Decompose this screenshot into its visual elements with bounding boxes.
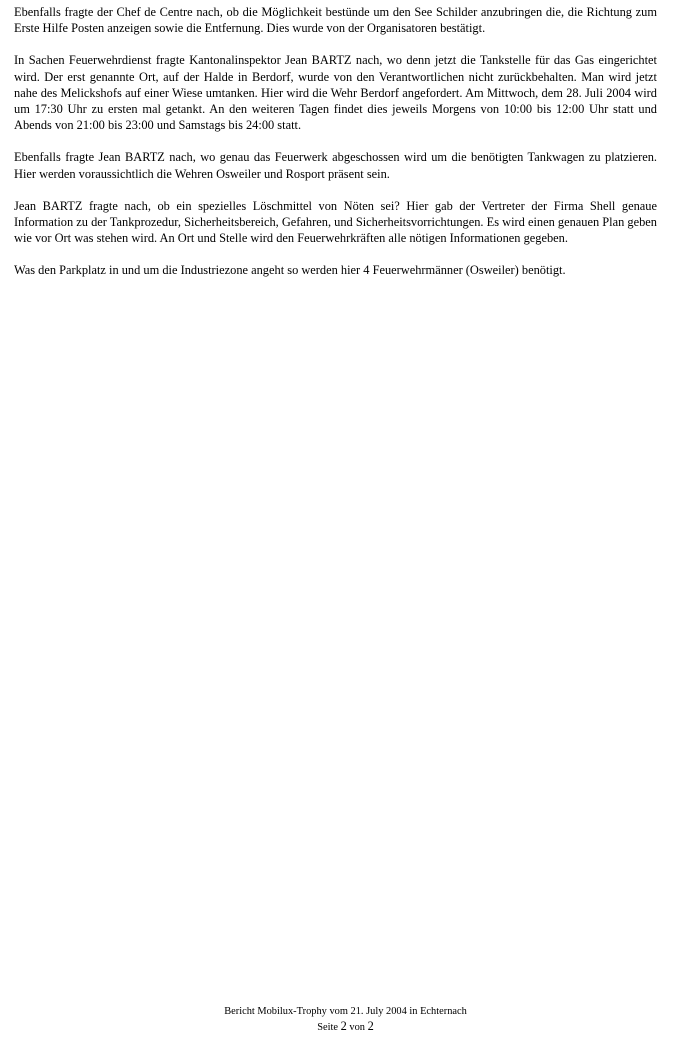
paragraph-feuerwehrdienst-tankstelle: In Sachen Feuerwehrdienst fragte Kantonalinspektor Jean BARTZ nach, wo denn jetzt die Tankstelle für das Gas eingerichtet wird. Der erst genannte Ort, auf der Halde in Berdorf, wurde von den Verantwortlichen nicht zurückbehalten. Man wird jetzt nahe des Melickshofs auf einer Wiese umtanken. Hier wird die Wehr Berdorf angefordert. Am Mittwoch, dem 28. Juli 2004 wird um 17:30 Uhr zu ersten mal getankt. An den weiteren Tagen findet dies jeweils Morgens von 10:00 bis 12:00 Uhr statt und Abends von 21:00 bis 23:00 und Samstags bis 24:00 statt. — [14, 53, 657, 133]
page-footer — [0, 1005, 691, 1035]
paragraph-parkplatz: Was den Parkplatz in und um die Industriezone angeht so werden hier 4 Feuerwehrmänner (Osweiler) benötigt. — [14, 263, 566, 278]
footer-page-current: 2 — [340, 1019, 347, 1033]
paragraph-loeschmittel: Jean BARTZ fragte nach, ob ein spezielles Löschmittel von Nöten sei? Hier gab der Vertreter der Firma Shell genaue Information zu der Tankprozedur, Sicherheitsbereich, Gefahren, und Sicherheitsvorrichtungen. Es wird einen genauen Plan geben wie vor Ort was stehen wird. An Ort und Stelle wird den Feuerwehrkräften alle nötigen Informationen gegeben. — [14, 198, 657, 246]
footer-page-prefix: Seite — [317, 1022, 338, 1033]
document-body — [14, 4, 657, 295]
footer-page-total: 2 — [367, 1019, 374, 1033]
footer-page-number — [0, 1019, 691, 1035]
paragraph-feuerwerk: Ebenfalls fragte Jean BARTZ nach, wo genau das Feuerwerk abgeschossen wird um die benötigten Tankwagen zu platzieren. Hier werden voraussichtlich die Wehren Osweiler und Rosport präsent sein. — [14, 150, 657, 181]
footer-page-of: von — [349, 1022, 365, 1033]
footer-report-title: Bericht Mobilux-Trophy vom 21. July 2004 in Echternach — [224, 1006, 467, 1017]
paragraph-chef-de-centre: Ebenfalls fragte der Chef de Centre nach, ob die Möglichkeit bestünde um den See Schilder anzubringen die, die Richtung zum Erste Hilfe Posten anzeigen sowie die Entfernung. Dies wurde von der Organisatoren bestätigt. — [14, 5, 657, 36]
